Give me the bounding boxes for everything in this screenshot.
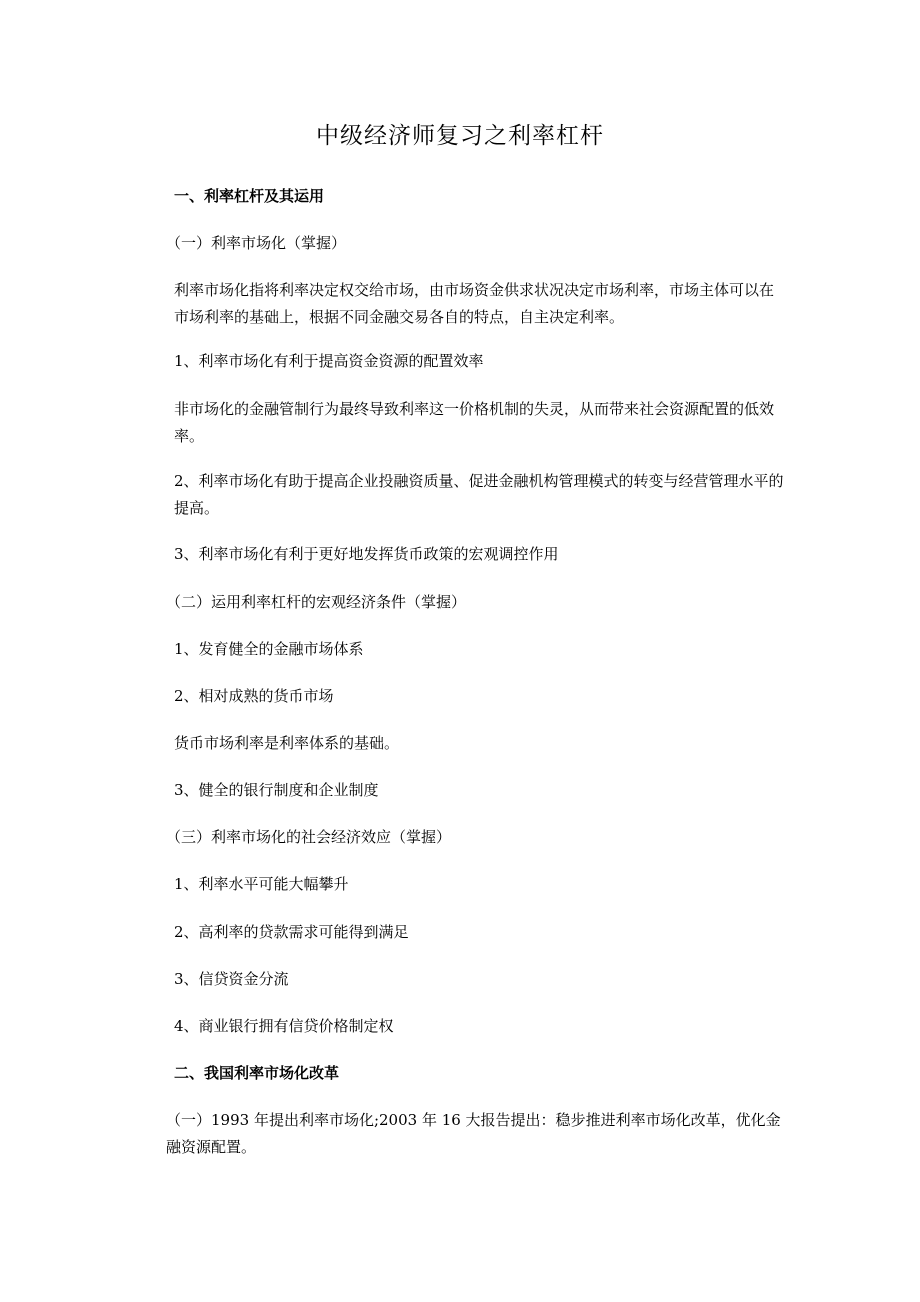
- list-item-10: 4、商业银行拥有信贷价格制定权: [174, 1017, 394, 1035]
- document-title: 中级经济师复习之利率杠杆: [316, 123, 604, 149]
- list-item-9: 3、信贷资金分流: [174, 970, 289, 988]
- subsection-heading-1: （一）利率市场化（掌握）: [166, 234, 347, 252]
- subsection-heading-2: （二）运用利率杠杆的宏观经济条件（掌握）: [166, 593, 467, 611]
- list-item-4: 1、发育健全的金融市场体系: [174, 640, 364, 658]
- list-item-2: 2、利率市场化有助于提高企业投融资质量、促进金融机构管理模式的转变与经营管理水平的提高。: [174, 472, 784, 517]
- paragraph-nonmarket: 非市场化的金融管制行为最终导致利率这一价格机制的失灵，从而带来社会资源配置的低效率。: [174, 400, 775, 445]
- paragraph-definition: 利率市场化指将利率决定权交给市场，由市场资金供求状况决定市场利率，市场主体可以在市场利率的基础上，根据不同金融交易各自的特点，自主决定利率。: [174, 281, 775, 326]
- list-item-5: 2、相对成熟的货币市场: [174, 687, 334, 705]
- paragraph-reform: （一）1993 年提出利率市场化;2003 年 16 大报告提出：稳步推进利率市场化改革，优化金融资源配置。: [166, 1111, 781, 1156]
- list-item-7: 1、利率水平可能大幅攀升: [174, 875, 349, 893]
- list-item-8: 2、高利率的贷款需求可能得到满足: [174, 923, 409, 941]
- list-item-6: 3、健全的银行制度和企业制度: [174, 781, 379, 799]
- section-heading-1: 一、利率杠杆及其运用: [174, 187, 325, 205]
- list-item-1: 1、利率市场化有利于提高资金资源的配置效率: [174, 352, 484, 370]
- list-item-3: 3、利率市场化有利于更好地发挥货币政策的宏观调控作用: [174, 545, 559, 563]
- subsection-heading-3: （三）利率市场化的社会经济效应（掌握）: [166, 828, 452, 846]
- paragraph-money-market: 货币市场利率是利率体系的基础。: [174, 734, 400, 752]
- section-heading-2: 二、我国利率市场化改革: [174, 1064, 340, 1082]
